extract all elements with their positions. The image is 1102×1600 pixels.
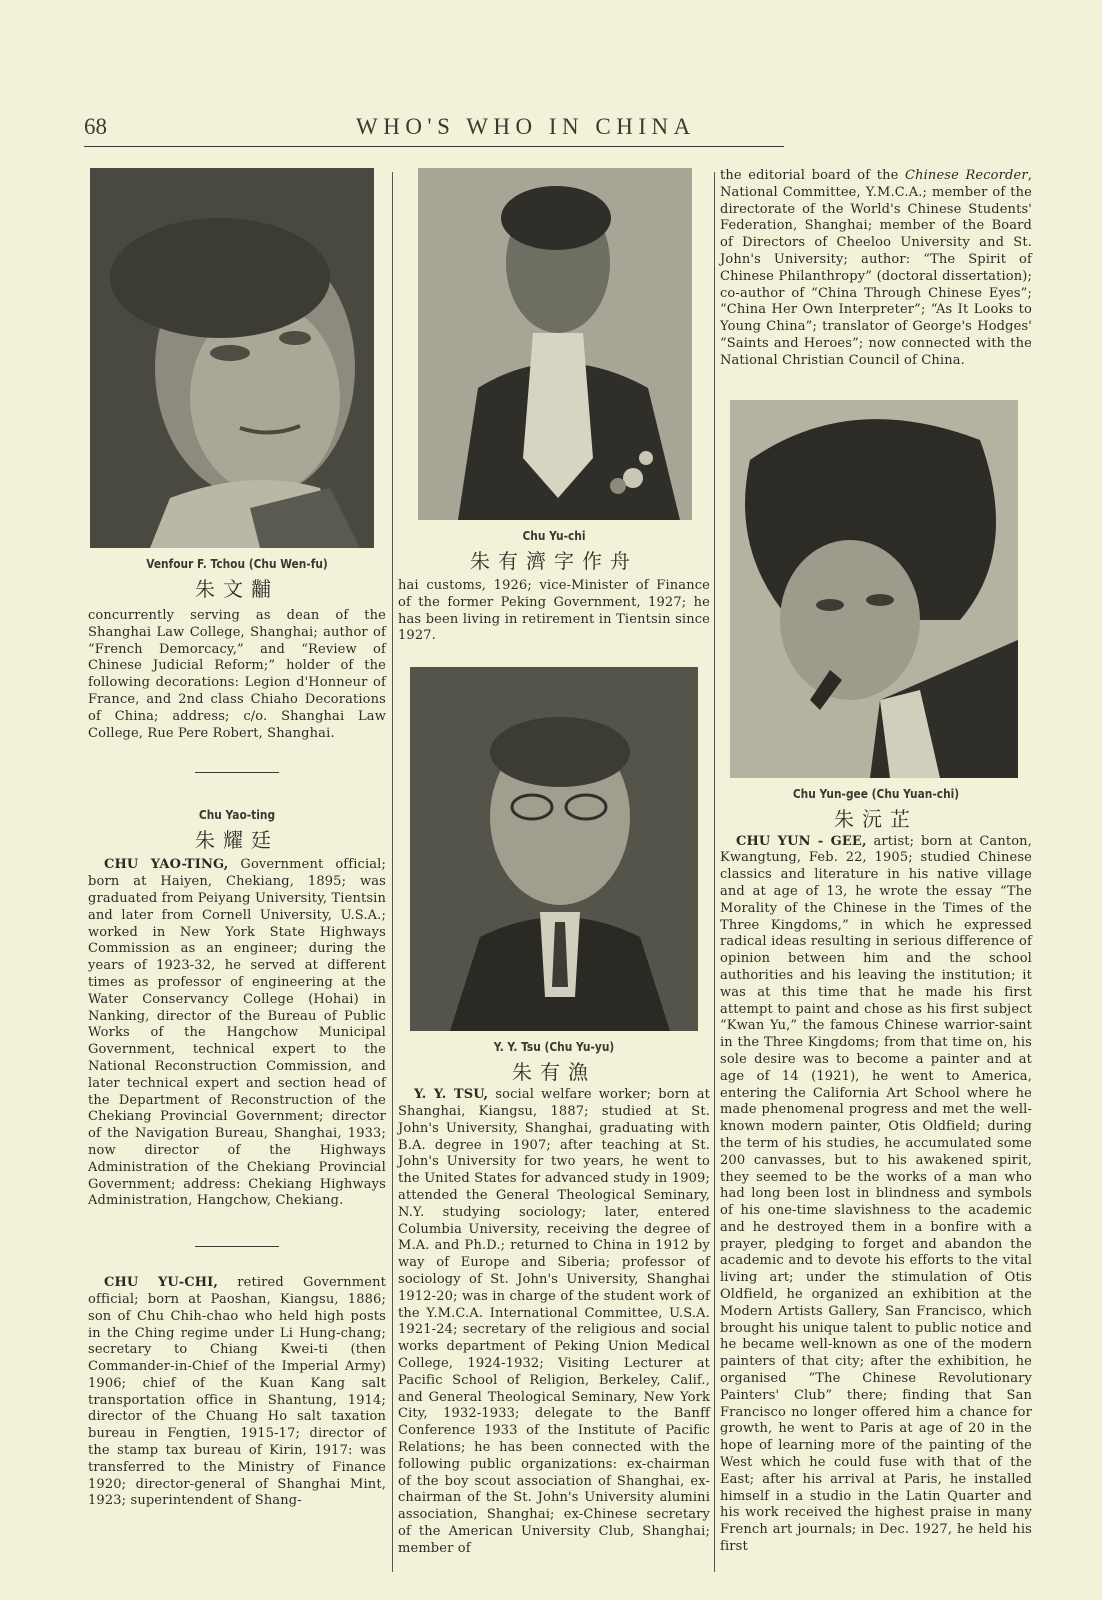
caption-tsu: Y. Y. Tsu (Chu Yu-yu)	[493, 1039, 615, 1055]
chinese-name-yun-gee: 朱沅芷	[834, 806, 918, 831]
entry-tsu-cont-part-a: the editorial board of the	[720, 168, 905, 183]
entry-y-y-tsu	[398, 1087, 710, 1557]
entry-yu-chi-continued: hai customs, 1926; vice-Minister of Finance of the former Peking Government, 1927; he has been living in retirement in Tientsin since 1927.	[398, 578, 710, 644]
portrait-photo-tsu	[410, 667, 698, 1031]
column-divider-2	[714, 172, 715, 1572]
chinese-name-tchou: 朱文黼	[195, 577, 279, 601]
column-2	[398, 168, 710, 1558]
caption-yu-chi: Chu Yu-chi	[522, 528, 586, 543]
header-rule	[84, 146, 784, 147]
entry-tsu-continued	[720, 168, 1032, 370]
caption-yun-gee: Chu Yun-gee (Chu Yuan-chi)	[792, 785, 960, 801]
column-1	[88, 168, 386, 1510]
page-header	[84, 112, 774, 146]
entry-chu-yun-gee	[720, 834, 1032, 1556]
running-title: WHO'S WHO IN CHINA	[356, 114, 696, 139]
entry-tsu-cont-part-b: , National Committee, Y.M.C.A.; member of the directorate of the World's Chinese Students' Federation, Shanghai; member of the Board of Directors of Cheeloo University and St. John's University; author: “The Spirit of Chinese Philanthropy” (doctoral dissertation); co-author of “China Through Chinese Eyes”; “China Her Own Interpreter”; “As It Looks to Young China”; translator of George's Hodges' “Saints and Heroes”; now connected with the National Christian Council of China.	[720, 168, 1032, 368]
entry-text-tsu: social welfare worker; born at Shanghai, Kiangsu, 1887; studied at St. John's University, Shanghai, graduating with B.A. degree in 1907; after teaching at St. John's University for two years, he went to the United States for advanced study in 1909; attended the General Theological Seminary, N.Y. studying sociology; later, entered Columbia University, receiving the degree of M.A. and Ph.D.; returned to China in 1912 by way of Europe and Siberia; professor of sociology of St. John's University, Shanghai 1912-20; was in charge of the student work of the Y.M.C.A. International Committee, U.S.A. 1921-24; secretary of the religious and social works department of Peking Union Medical College, 1924-1932; Visiting Lecturer at Pacific School of Religion, Berkeley, Calif., and General Theological Seminary, New York City, 1932-1933; delegate to the Banff Conference 1933 of the Institute of Pacific Relations; he has been connected with the following public organizations: ex-chairman of the boy scout association of Shanghai, ex-chairman of the St. John's University alumini association, Shanghai; ex-Chinese secretary of the American University Club, Shanghai; member of	[398, 1087, 710, 1556]
entry-chu-yao-ting	[88, 857, 386, 1210]
chinese-name-tsu: 朱有漁	[512, 1060, 596, 1085]
column-3	[720, 168, 1032, 1556]
column-divider-1	[392, 172, 393, 1572]
portrait-photo-tchou	[90, 168, 374, 548]
entry-separator	[195, 1246, 279, 1247]
entry-name-tsu: Y. Y. TSU,	[414, 1087, 489, 1103]
entry-text-yu-chi: retired Government official; born at Paoshan, Kiangsu, 1886; son of Chu Chih-chao who held high posts in the Ching regime under Li Hung-chang; secretary to Chiang Kwei-ti (then Commander-in-Chief of the Imperial Army) 1906; chief of the Kuan Kang salt transportation office in Shantung, 1914; director of the Chuang Ho salt taxation bureau in Fengtien, 1915-17; director of the stamp tax bureau of Kirin, 1917: was transferred to the Ministry of Finance 1920; director-general of Shanghai Mint, 1923; superintendent of Shang-	[88, 1275, 386, 1509]
page-number: 68	[84, 114, 107, 139]
caption-tchou: Venfour F. Tchou (Chu Wen-fu)	[146, 556, 328, 571]
publication-title: Chinese Recorder	[905, 168, 1028, 183]
entry-text-yun-gee: artist; born at Canton, Kwangtung, Feb. 22, 1905; studied Chinese classics and literature in his native village and at age of 13, he wrote the essay “The Morality of the Chinese in the Times of the Three Kingdoms,” in which he expressed radical ideas resulting in serious difference of opinion between him and the school authorities and his leaving the institution; it was at this time that he made his first attempt to paint and chose as his first subject “Kwan Yu,” the famous Chinese warrior-saint in the Three Kingdoms; from that time on, his sole desire was to become a painter and at age of 14 (1921), he went to America, entering the California Art School where he made phenomenal progress and met the well-known modern painter, Otis Oldfield; during the term of his studies, he accumulated some 200 canvasses, but to his awakened spirit, they seemed to be the works of a man who had long been lost in blindness and symbols of his one-time slavishness to the academic and he destroyed them in a bonfire with a prayer, pledging to forget and abandon the academic and to devote his efforts to the vital living art; under the stimulation of Otis Oldfield, he organized an exhibition at the Modern Artists Gallery, San Francisco, which brought his unique talent to public notice and he became well-known as one of the modern painters of that city; after the exhibition, he organised “The Chinese Revolutionary Painters' Club” there; finding that San Francisco no longer offered him a chance for growth, he went to Paris at age of 20 in the hope of learning more of the painting of the West which he could fuse with that of the East; after his arrival at Paris, he installed himself in a studio in the Latin Quarter and his work received the highest praise in many French art journals; in Dec. 1927, he held his first	[720, 833, 1032, 1555]
chinese-name-yu-chi: 朱有濟字作舟	[470, 549, 638, 573]
portrait-photo-yu-chi	[418, 168, 692, 520]
entry-text-yao-ting: Government official; born at Haiyen, Chekiang, 1895; was graduated from Peiyang University, Tientsin and later from Cornell University, U.S.A.; worked in New York State Highways Commission as an engineer; during the years of 1923-32, he served at different times as professor of engineering at the Water Conservancy College (Hohai) in Nanking, director of the Bureau of Public Works of the Hangchow Municipal Government, technical expert to the National Reconstruction Commission, and later technical expert and section head of the Department of Reconstruction of the Chekiang Provincial Government; director of the Navigation Bureau, Shanghai, 1933; now director of the Highways Administration of the Chekiang Provincial Government; address: Chekiang Highways Administration, Hangchow, Chekiang.	[88, 857, 386, 1209]
portrait-tsu-image	[410, 667, 698, 1031]
portrait-photo-yun-gee	[730, 400, 1018, 778]
chinese-name-yao-ting: 朱耀廷	[195, 828, 279, 853]
entry-name-yu-chi: CHU YU-CHI,	[104, 1275, 219, 1291]
portrait-tchou-image	[90, 168, 374, 548]
caption-yao-ting: Chu Yao-ting	[198, 807, 276, 823]
entry-name-yao-ting: CHU YAO-TING,	[104, 857, 229, 873]
entry-chu-yu-chi	[88, 1275, 386, 1510]
entry-tchou-continued: concurrently serving as dean of the Shanghai Law College, Shanghai; author of “French Demorcacy,” and “Review of Chinese Judicial Reform;” holder of the following decorations: Legion d'Honneur of France, and 2nd class Chiaho Decorations of China; address; c/o. Shanghai Law College, Rue Pere Robert, Shanghai.	[88, 608, 386, 741]
portrait-yu-chi-image	[418, 168, 692, 520]
portrait-yun-gee-image	[730, 400, 1018, 778]
entry-name-yun-gee: CHU YUN - GEE,	[736, 833, 867, 849]
entry-separator	[195, 772, 279, 773]
